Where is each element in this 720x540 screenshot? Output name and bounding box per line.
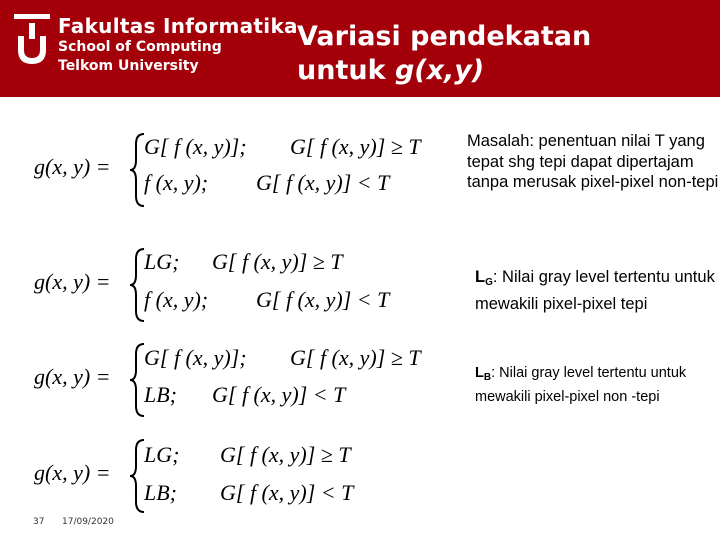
case-value: f (x, y); bbox=[144, 170, 209, 195]
title-function: g(x,y) bbox=[394, 55, 485, 86]
page-number: 37 bbox=[33, 517, 45, 527]
slide-date: 17/09/2020 bbox=[62, 517, 114, 527]
equation-4 bbox=[32, 436, 452, 521]
lg-subscript: G bbox=[485, 277, 493, 288]
brand-school-name: School of Computing bbox=[58, 39, 222, 55]
case-condition: G[ f (x, y)] < T bbox=[212, 382, 346, 407]
case-condition: G[ f (x, y)] ≥ T bbox=[290, 345, 421, 370]
equation-3 bbox=[32, 340, 452, 425]
left-brace-icon bbox=[130, 440, 144, 512]
equation-2 bbox=[32, 245, 452, 330]
case-value: LB; bbox=[144, 480, 177, 505]
equation-lhs: g(x, y) = bbox=[34, 460, 111, 485]
case-condition: G[ f (x, y)] ≥ T bbox=[290, 134, 421, 159]
case-value: LB; bbox=[144, 382, 177, 407]
telkom-logo-icon bbox=[14, 14, 50, 70]
equation-lhs: g(x, y) = bbox=[34, 269, 111, 294]
brand-university-name: Telkom University bbox=[58, 58, 199, 74]
lb-label: L bbox=[475, 365, 484, 381]
lb-note bbox=[475, 364, 719, 406]
case-value: LG; bbox=[144, 442, 180, 467]
lg-text: : Nilai gray level tertentu untuk mewakili pixel-pixel tepi bbox=[475, 268, 715, 313]
title-line2-prefix: untuk bbox=[297, 55, 395, 86]
masalah-label: Masalah bbox=[467, 132, 530, 150]
masalah-text: : penentuan nilai T yang tepat shg tepi dapat dipertajam tanpa merusak pixel-pixel non-tepi bbox=[467, 132, 719, 191]
case-condition: G[ f (x, y)] < T bbox=[256, 287, 390, 312]
lb-text: : Nilai gray level tertentu untuk mewakili pixel-pixel non -tepi bbox=[475, 365, 687, 405]
left-brace-icon bbox=[130, 134, 144, 206]
lg-note bbox=[475, 267, 715, 314]
case-value bbox=[143, 249, 179, 274]
equation-lhs: g(x, y) = bbox=[34, 154, 111, 179]
lb-subscript: B bbox=[483, 372, 492, 383]
case-value: G[ f (x, y)]; bbox=[144, 134, 247, 159]
equation-lhs: g(x, y) = bbox=[34, 364, 111, 389]
title-line1: Variasi pendekatan bbox=[297, 21, 592, 52]
case-condition: G[ f (x, y)] ≥ T bbox=[212, 249, 343, 274]
faculty-brand bbox=[58, 14, 298, 76]
equation-1 bbox=[32, 130, 452, 215]
title-line2 bbox=[297, 54, 591, 88]
brand-faculty-name: Fakultas Informatika bbox=[58, 14, 298, 38]
left-brace-icon bbox=[130, 249, 144, 321]
case-value: G[ f (x, y)]; bbox=[144, 345, 247, 370]
case-condition: G[ f (x, y)] ≥ T bbox=[220, 442, 351, 467]
case-condition: G[ f (x, y)] < T bbox=[256, 170, 390, 195]
left-brace-icon bbox=[130, 344, 144, 416]
case-value: f (x, y); bbox=[144, 287, 209, 312]
lg-symbol: LG; bbox=[144, 249, 180, 274]
header-bar bbox=[0, 0, 720, 97]
lg-label: L bbox=[475, 268, 486, 286]
case-condition: G[ f (x, y)] < T bbox=[220, 480, 354, 505]
slide-title bbox=[297, 20, 591, 88]
masalah-note bbox=[467, 131, 719, 193]
